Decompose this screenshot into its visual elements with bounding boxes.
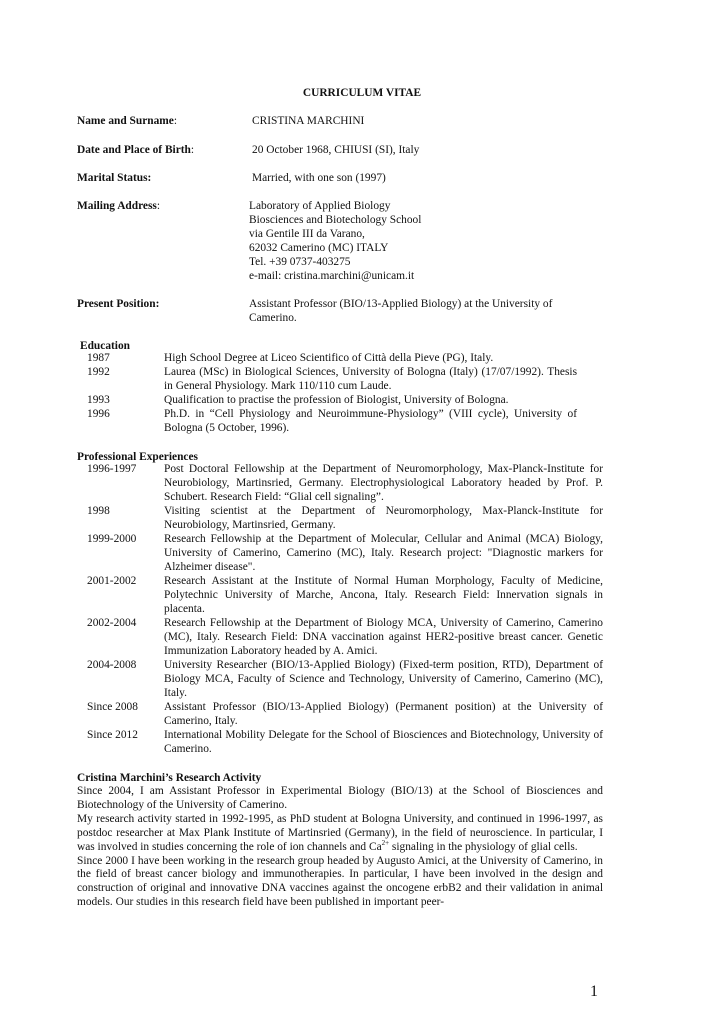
address-label: Mailing Address: bbox=[77, 200, 161, 212]
address-line: Laboratory of Applied Biology bbox=[249, 200, 391, 212]
research-paragraph: My research activity started in 1992-1995, as PhD student at Bologna University, and continued in 1996-1997, as postdoc researcher at Max Plank Institute of Martinsried (Germany), in the field of neuroscience. In particular, I was involved in studies concerning the role of ion channels and $Ca^{2+}$ signaling in the physiology of glial cells. bbox=[77, 812, 603, 853]
phone-line: Tel. +39 0737-403275 bbox=[249, 256, 351, 268]
experience-text: Research Fellowship at the Department of Molecular, Cellular and Animal (MCA) Biology, University of Camerino, Camerino (MC), Italy. Research project: "Diagnostic markers for Alzheimer disease". bbox=[164, 533, 603, 573]
position-line: Assistant Professor (BIO/13-Applied Biology) at the University of bbox=[249, 298, 553, 310]
page-number: 1 bbox=[590, 983, 598, 1000]
education-year: 1993 bbox=[87, 394, 110, 406]
experience-year: Since 2012 bbox=[87, 729, 138, 741]
experience-year: 2002-2004 bbox=[87, 617, 137, 629]
marital-value: Married, with one son (1997) bbox=[252, 172, 386, 184]
education-text: Qualification to practise the profession of Biologist, University of Bologna. bbox=[164, 394, 509, 406]
document-title: CURRICULUM VITAE bbox=[302, 87, 422, 99]
position-line: Camerino. bbox=[249, 312, 297, 324]
research-heading: Cristina Marchini’s Research Activity bbox=[77, 772, 262, 784]
name-label: Name and Surname: bbox=[77, 115, 177, 127]
education-heading: Education bbox=[80, 340, 131, 352]
education-text: Ph.D. in “Cell Physiology and Neuroimmune-Physiology” (VIII cycle), University of Bologna (5 October, 1996). bbox=[164, 408, 577, 434]
experience-year: 1998 bbox=[87, 505, 110, 517]
education-list bbox=[77, 352, 577, 438]
birth-label: Date and Place of Birth: bbox=[77, 144, 195, 156]
research-body bbox=[77, 785, 603, 910]
experience-heading: Professional Experiences bbox=[77, 451, 198, 463]
experience-list bbox=[77, 463, 603, 759]
marital-label: Marital Status: bbox=[77, 172, 152, 184]
research-paragraph: Since 2004, I am Assistant Professor in Experimental Biology (BIO/13) at the School of Biosciences and Biotechnology of the University of Camerino. bbox=[77, 785, 603, 811]
experience-text: Research Fellowship at the Department of Biology MCA, University of Camerino, Camerino (MC), Italy. Research Field: DNA vaccination against HER2-positive breast cancer. Genetic Immunization Laboratory headed by A. Amici. bbox=[164, 617, 603, 657]
experience-year: 1996-1997 bbox=[87, 463, 137, 475]
experience-text: Assistant Professor (BIO/13-Applied Biology) (Permanent position) at the University of Camerino, Italy. bbox=[164, 701, 603, 727]
name-value: CRISTINA MARCHINI bbox=[252, 115, 365, 127]
experience-text: Visiting scientist at the Department of Neuromorphology, Max-Planck-Institute for Neurobiology, Martinsried, Germany. bbox=[164, 505, 603, 531]
experience-text: University Researcher (BIO/13-Applied Biology) (Fixed-term position, RTD), Department of Biology MCA, Faculty of Science and Technology, University of Camerino, Camerino (MC), Italy. bbox=[164, 659, 603, 699]
birth-value: 20 October 1968, CHIUSI (SI), Italy bbox=[252, 144, 420, 156]
education-text: High School Degree at Liceo Scientifico of Città della Pieve (PG), Italy. bbox=[164, 352, 494, 364]
experience-text: Post Doctoral Fellowship at the Department of Neuromorphology, Max-Planck-Institute for Neurobiology, Martinsried, Germany. Electrophysiological Laboratory headed by Prof. P. Schubert. Research Field: “Glial cell signaling”. bbox=[164, 463, 603, 503]
experience-year: Since 2008 bbox=[87, 701, 138, 713]
experience-year: 1999-2000 bbox=[87, 533, 137, 545]
experience-year: 2001-2002 bbox=[87, 575, 137, 587]
address-line: via Gentile III da Varano, bbox=[249, 228, 365, 240]
position-label: Present Position: bbox=[77, 298, 160, 310]
superscript: 2+ bbox=[381, 838, 390, 847]
email-line: e-mail: cristina.marchini@unicam.it bbox=[249, 270, 415, 282]
experience-text: Research Assistant at the Institute of Normal Human Morphology, Faculty of Medicine, Polytechnic University of Marche, Ancona, Italy. Research Field: Innervation signals in placenta. bbox=[164, 575, 603, 615]
research-paragraph: Since 2000 I have been working in the research group headed by Augusto Amici, at the University of Camerino, in the field of breast cancer biology and immunotherapies. In particular, I have been involved in the design and construction of original and innovative DNA vaccines against the oncogene erbB2 and their validation in animal models. Our studies in this research field have been published in important peer- bbox=[77, 854, 603, 909]
education-year: 1987 bbox=[87, 352, 110, 364]
education-year: 1996 bbox=[87, 408, 110, 420]
address-line: 62032 Camerino (MC) ITALY bbox=[249, 242, 389, 254]
experience-text: International Mobility Delegate for the School of Biosciences and Biotechnology, University of Camerino. bbox=[164, 729, 603, 755]
address-line: Biosciences and Biotechology School bbox=[249, 214, 422, 226]
experience-year: 2004-2008 bbox=[87, 659, 137, 671]
education-text: Laurea (MSc) in Biological Sciences, University of Bologna (Italy) (17/07/1992). Thesis in General Physiology. Mark 110/110 cum Laude. bbox=[164, 366, 577, 392]
education-year: 1992 bbox=[87, 366, 110, 378]
